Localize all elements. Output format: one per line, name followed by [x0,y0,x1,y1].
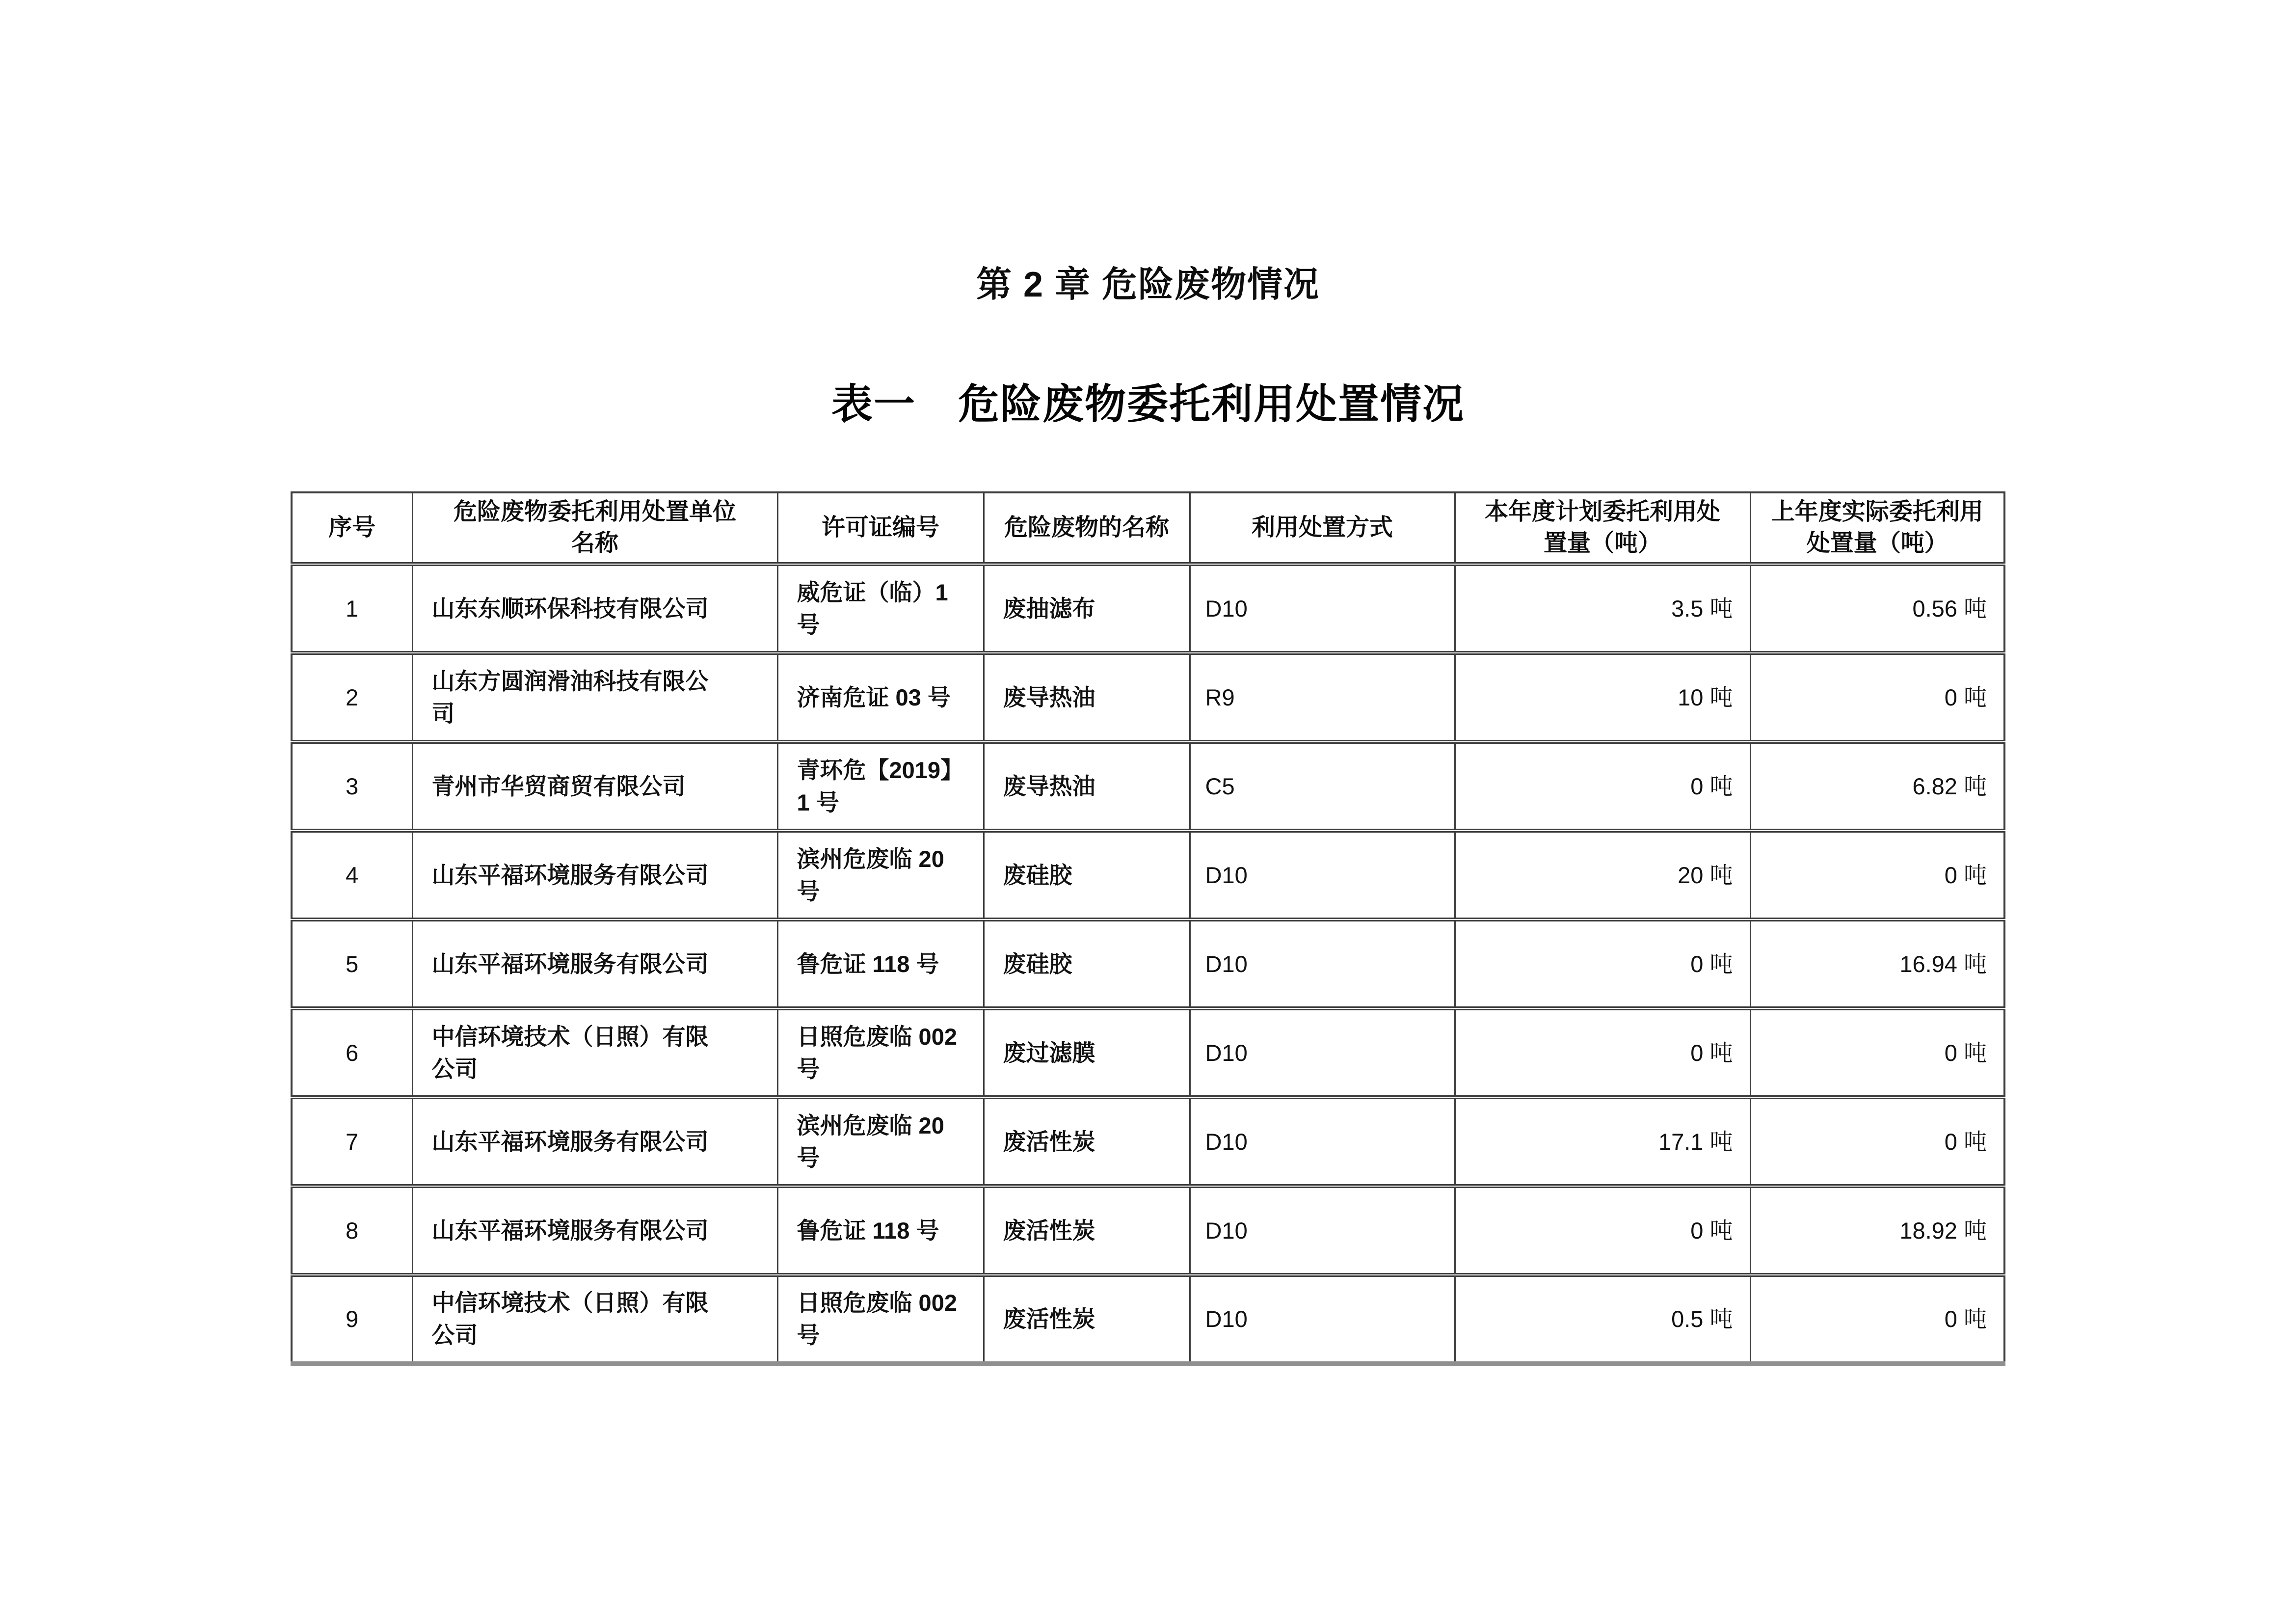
table-cell: 废抽滤布 [984,564,1190,653]
table-cell: 0 吨 [1455,920,1750,1008]
table-cell: 9 [292,1275,412,1364]
table-cell: 0 吨 [1455,742,1750,831]
table-row [292,742,2004,831]
table-cell: 日照危废临 002 号 [777,1275,984,1364]
table-cell: 废导热油 [984,653,1190,742]
table-cell: 鲁危证 118 号 [777,920,984,1008]
table-cell: 滨州危废临 20 号 [777,1097,984,1186]
table-cell: 0 吨 [1455,1186,1750,1275]
table-row [292,1275,2004,1364]
table-cell: 青环危【2019】1 号 [777,742,984,831]
header-row [292,492,2004,564]
table-cell: 青州市华贸商贸有限公司 [412,742,777,831]
table-cell: 山东平福环境服务有限公司 [412,831,777,920]
table-row [292,1008,2004,1097]
table-cell: D10 [1190,831,1455,920]
table-cell: 6.82 吨 [1750,742,2004,831]
table-cell: 16.94 吨 [1750,920,2004,1008]
table-cell: 威危证（临）1 号 [777,564,984,653]
table-cell: 10 吨 [1455,653,1750,742]
table-cell: 山东东顺环保科技有限公司 [412,564,777,653]
table-cell: D10 [1190,1008,1455,1097]
table-cell: 滨州危废临 20 号 [777,831,984,920]
chapter-title: 第 2 章 危险废物情况 [976,265,1320,304]
table-cell: 山东方圆润滑油科技有限公司 [412,653,777,742]
table-cell: D10 [1190,1186,1455,1275]
table-cell: 3.5 吨 [1455,564,1750,653]
table-cell: D10 [1190,1097,1455,1186]
table-cell: 18.92 吨 [1750,1186,2004,1275]
column-header: 上年度实际委托利用处置量（吨） [1750,492,2004,564]
column-header: 危险废物委托利用处置单位名称 [412,492,777,564]
table-cell: 0 吨 [1750,1275,2004,1364]
table-cell: 鲁危证 118 号 [777,1186,984,1275]
table-row [292,1097,2004,1186]
table-cell: 山东平福环境服务有限公司 [412,1097,777,1186]
table-cell: 中信环境技术（日照）有限公司 [412,1008,777,1097]
table-cell: 3 [292,742,412,831]
column-header: 许可证编号 [777,492,984,564]
table-row [292,564,2004,653]
table-cell: 废活性炭 [984,1186,1190,1275]
table-cell: 废活性炭 [984,1097,1190,1186]
table-cell: 4 [292,831,412,920]
table-body [292,564,2004,1364]
column-header: 本年度计划委托利用处置量（吨） [1455,492,1750,564]
table-cell: 6 [292,1008,412,1097]
table-cell: 废导热油 [984,742,1190,831]
table-cell: 0 吨 [1750,1008,2004,1097]
table-cell: 0 吨 [1455,1008,1750,1097]
table-caption: 表一 危险废物委托利用处置情况 [831,381,1465,427]
table-cell: 废过滤膜 [984,1008,1190,1097]
table-cell: D10 [1190,564,1455,653]
table-cell: 废硅胶 [984,920,1190,1008]
table-cell: C5 [1190,742,1455,831]
column-header: 序号 [292,492,412,564]
table-cell: 山东平福环境服务有限公司 [412,920,777,1008]
table-cell: 8 [292,1186,412,1275]
column-header: 危险废物的名称 [984,492,1190,564]
table-cell: 20 吨 [1455,831,1750,920]
table-row [292,653,2004,742]
table-cell: D10 [1190,1275,1455,1364]
table-cell: 日照危废临 002 号 [777,1008,984,1097]
table-cell: 中信环境技术（日照）有限公司 [412,1275,777,1364]
table-row [292,920,2004,1008]
table-cell: 0.5 吨 [1455,1275,1750,1364]
table-cell: 17.1 吨 [1455,1097,1750,1186]
hazardous-waste-table [291,491,2005,1366]
table-cell: 山东平福环境服务有限公司 [412,1186,777,1275]
table-cell: 0 吨 [1750,653,2004,742]
table-cell: 0 吨 [1750,831,2004,920]
table-cell: 7 [292,1097,412,1186]
table-row [292,1186,2004,1275]
table-cell: 0.56 吨 [1750,564,2004,653]
table-cell: R9 [1190,653,1455,742]
table-cell: 废活性炭 [984,1275,1190,1364]
table-cell: 济南危证 03 号 [777,653,984,742]
table-cell: 5 [292,920,412,1008]
table-cell: 1 [292,564,412,653]
table-cell: D10 [1190,920,1455,1008]
column-header: 利用处置方式 [1190,492,1455,564]
table-row [292,831,2004,920]
table-cell: 废硅胶 [984,831,1190,920]
table-cell: 0 吨 [1750,1097,2004,1186]
table-cell: 2 [292,653,412,742]
